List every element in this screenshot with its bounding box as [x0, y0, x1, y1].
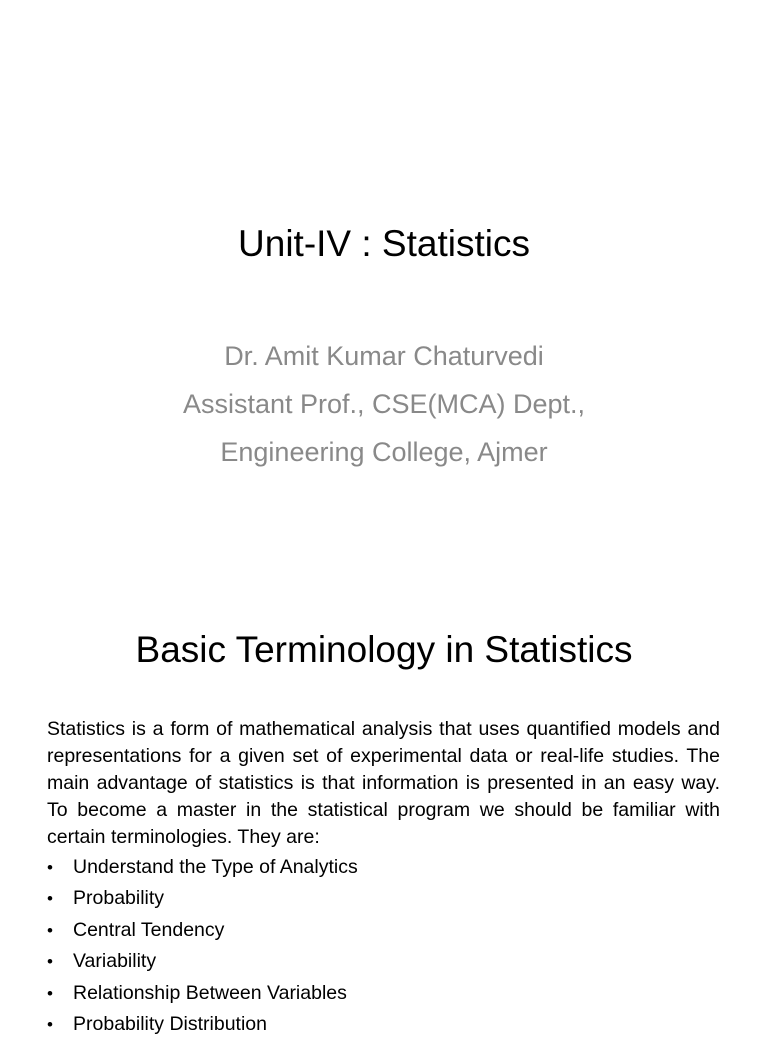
content-slide [0, 576, 768, 1035]
author-name: Dr. Amit Kumar Chaturvedi [224, 341, 544, 371]
bullet-icon: • [47, 983, 53, 1003]
author-institution: Engineering College, Ajmer [220, 437, 548, 467]
slide-title: Unit-IV : Statistics [238, 223, 530, 264]
list-item [47, 1009, 720, 1040]
bullet-icon: • [47, 889, 53, 909]
slide-subtitle [0, 332, 768, 476]
bullet-icon: • [47, 952, 53, 972]
list-item-text: Probability Distribution [73, 1012, 268, 1035]
list-item-text: Relationship Between Variables [73, 981, 347, 1004]
list-item [47, 883, 720, 914]
bullet-icon: • [47, 920, 53, 940]
list-item [47, 915, 720, 946]
content-slide-title: Basic Terminology in Statistics [135, 629, 633, 670]
bullet-icon: • [47, 858, 53, 877]
list-item [47, 946, 720, 977]
intro-paragraph: Statistics is a form of mathematical analysis that uses quantified models and representations for a given set of experimental data or real-life studies. The main advantage of statistics is that information is presented in an easy way. To become a master in the statistical program we should be familiar with certain terminologies. They are: [47, 718, 720, 848]
list-item [47, 978, 720, 1009]
bullet-icon: • [47, 1014, 53, 1034]
terminology-list [47, 852, 720, 1040]
list-item-text: Variability [73, 950, 157, 973]
list-item [47, 852, 720, 883]
list-item-text: Central Tendency [73, 918, 225, 941]
list-item-text: Understand the Type of Analytics [73, 856, 358, 878]
list-item-text: Probability [73, 887, 165, 910]
author-position: Assistant Prof., CSE(MCA) Dept., [182, 389, 586, 419]
